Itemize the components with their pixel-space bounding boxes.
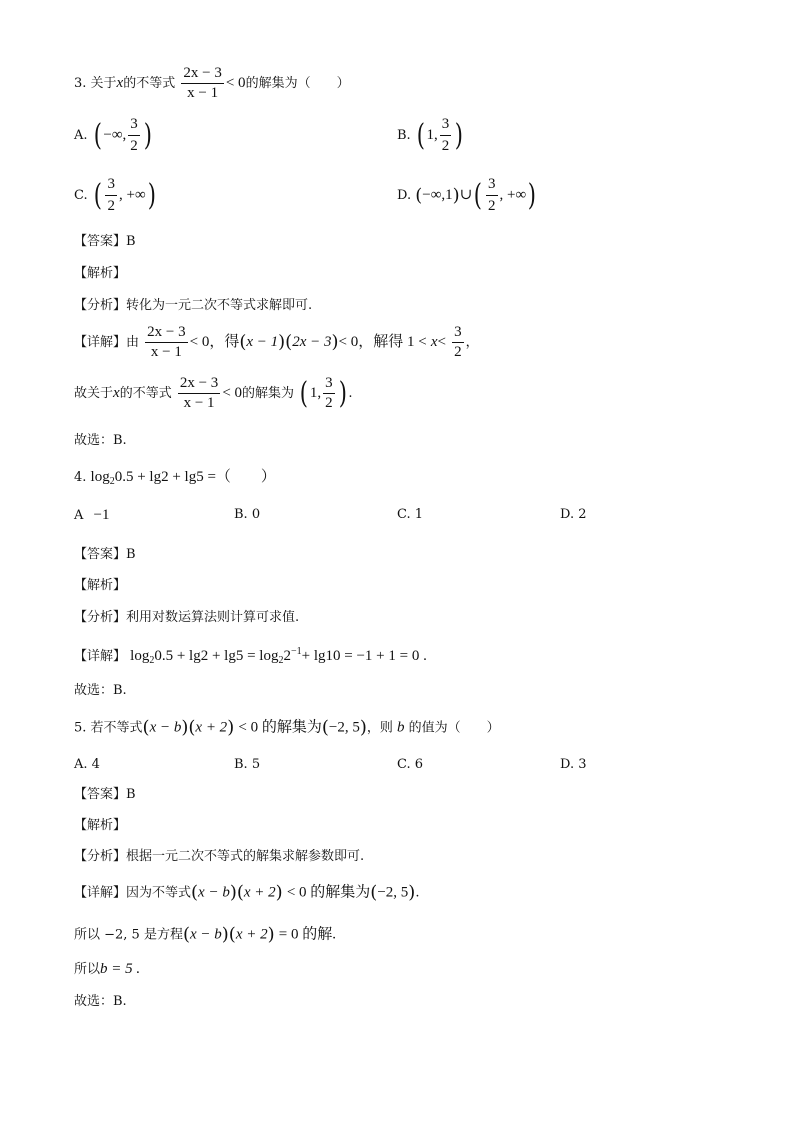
q4-option-b: B. 0 xyxy=(234,507,261,522)
q3-stem: 3. 关于x的不等式 $\frac{2x - 3}{x - 1}$ < 0的解集为（ ） xyxy=(74,65,350,101)
q4-detail: 【详解】 $\log_20.5 + \lg 2 + \lg 5 = \log_22^{-1}+ \lg 10 = -1 + 1 = 0$ . xyxy=(74,646,427,666)
q4-answer: 【答案】B xyxy=(74,547,136,562)
q5-so-2: 所以b = 5 . xyxy=(74,961,141,977)
q3-option-a: A. ( −∞, $\frac{3}{2}$ ) xyxy=(74,116,152,154)
q5-option-b: B. 5 xyxy=(234,757,261,772)
q4-analysis: 【解析】 xyxy=(74,578,127,593)
q5-option-d: D. 3 xyxy=(560,757,587,772)
q5-option-a: A. 4 xyxy=(74,757,100,772)
q4-option-d: D. 2 xyxy=(560,507,587,522)
q5-option-c: C. 6 xyxy=(397,757,424,772)
q5-fenxi: 【分析】根据一元二次不等式的解集求解参数即可. xyxy=(74,849,365,864)
q3-conclusion: 故关于x的不等式 $\frac{2x - 3}{x - 1}$ < 0的解集为 ( 1, $\frac{3}{2}$ ) . xyxy=(74,375,353,411)
q5-stem: 5. 若不等式(x − b)(x + 2) < 0 的解集为(−2, 5)，则 b 的值为（ ） xyxy=(74,717,500,738)
q4-option-c: C. 1 xyxy=(397,507,424,522)
q5-detail: 【详解】因为不等式(x − b)(x + 2) < 0 的解集为(−2, 5). xyxy=(74,882,420,903)
q4-fenxi: 【分析】利用对数运算法则计算可求值. xyxy=(74,610,300,625)
q3-choose: 故选：B. xyxy=(74,433,127,448)
q3-option-c: C. ( $\frac{3}{2}$ , +∞) xyxy=(74,176,156,214)
q5-analysis: 【解析】 xyxy=(74,818,127,833)
q3-option-d: D. (−∞,1)∪( $\frac{3}{2}$ , +∞) xyxy=(397,176,537,214)
q5-answer: 【答案】B xyxy=(74,787,136,802)
q3-fenxi: 【分析】转化为一元二次不等式求解即可. xyxy=(74,298,313,313)
q3-answer: 【答案】B xyxy=(74,234,136,249)
q5-choose: 故选：B. xyxy=(74,994,127,1009)
q3-stem-fraction: $\frac{2x - 3}{x - 1}$ xyxy=(183,65,222,101)
q3-option-b: B. ( 1, $\frac{3}{2}$ ) xyxy=(397,116,464,154)
q3-analysis: 【解析】 xyxy=(74,266,127,281)
q4-choose: 故选：B. xyxy=(74,683,127,698)
q5-so-1: 所以 −2, 5 是方程(x − b)(x + 2) = 0 的解. xyxy=(74,924,336,945)
q3-detail: 【详解】由 $\frac{2x - 3}{x - 1}$ < 0，得(x − 1)(2x − 3)< 0，解得 1 < x< $\frac{3}{2}$ ， xyxy=(74,324,479,360)
q4-stem: 4. $\log_20.5 + \lg 2 + \lg 5$ =（ ） xyxy=(74,469,276,487)
q4-option-a: A −1 xyxy=(74,507,110,523)
